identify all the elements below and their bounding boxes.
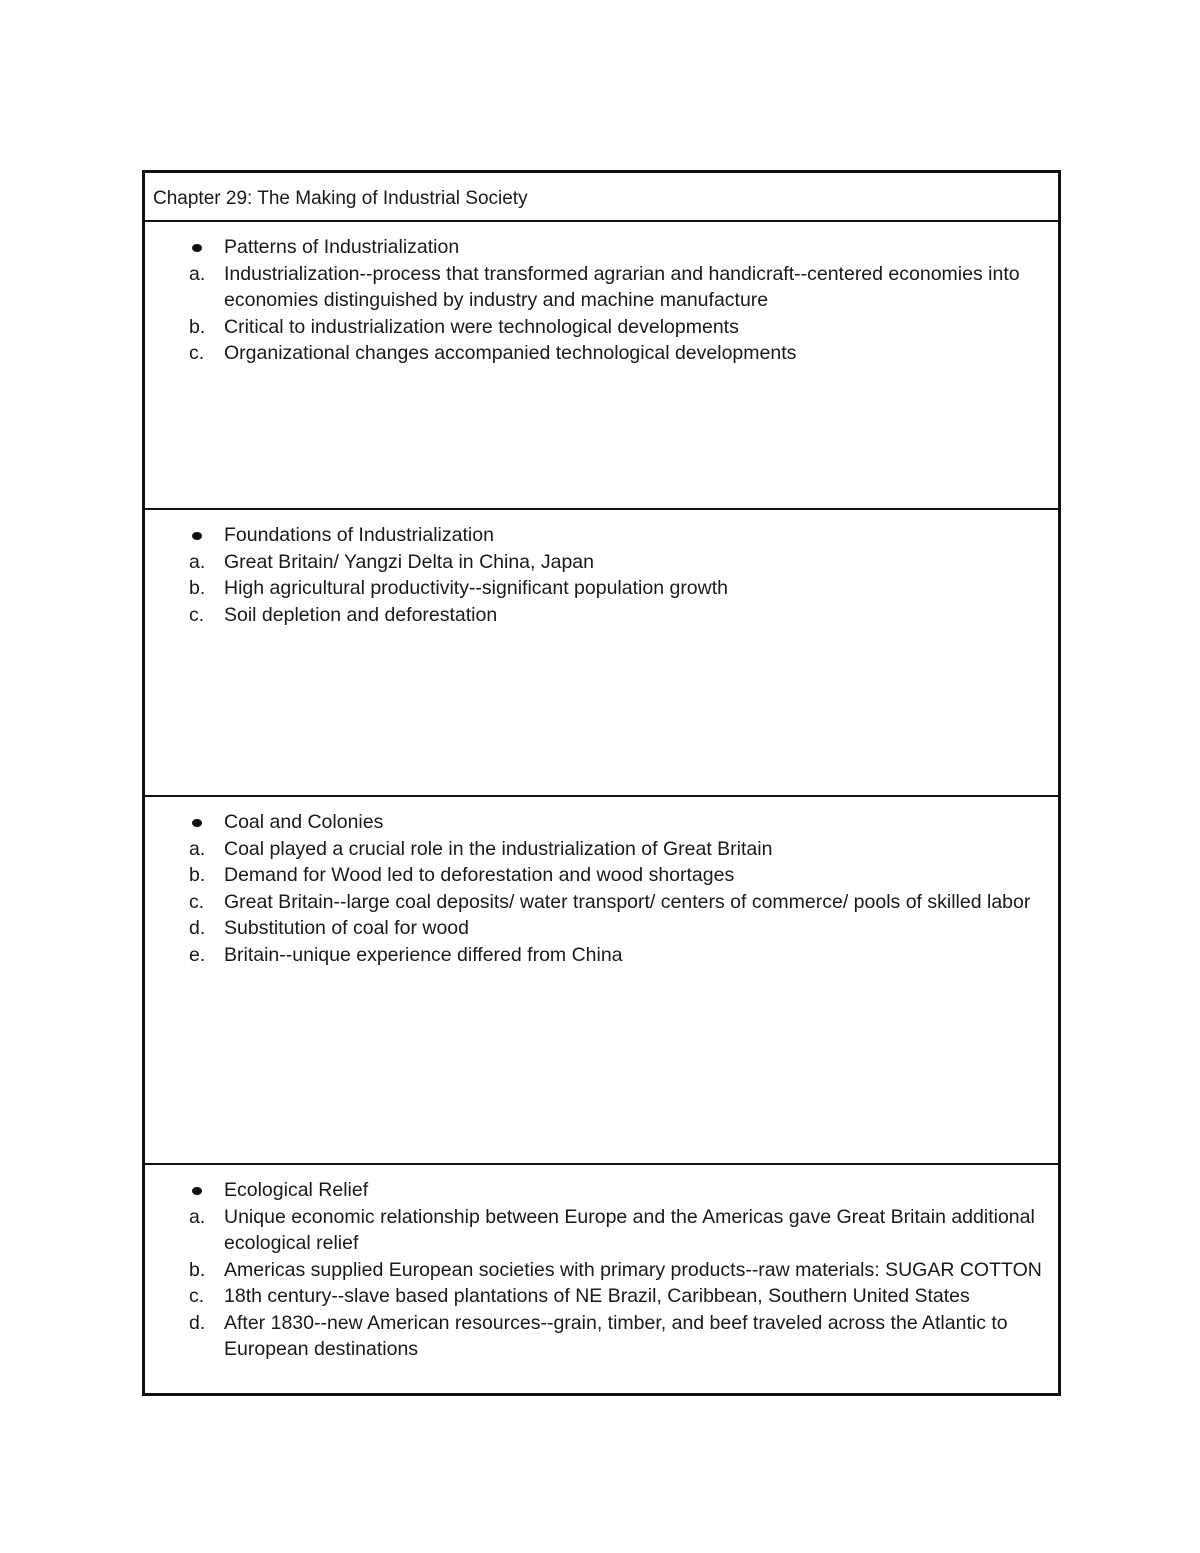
bullet-icon	[192, 244, 202, 252]
list-marker: c.	[189, 603, 205, 626]
list-item	[153, 915, 1050, 942]
list-item-text: High agricultural productivity--significant population growth	[224, 577, 729, 599]
bullet-icon	[192, 1187, 202, 1195]
section-heading: Coal and Colonies	[224, 811, 384, 833]
section-heading: Patterns of Industrialization	[224, 236, 460, 258]
list-item-text: Great Britain--large coal deposits/ water transport/ centers of commerce/ pools of skilled labor	[224, 890, 1031, 913]
list-item-text: Britain--unique experience differed from China	[224, 943, 623, 966]
bullet-icon	[192, 532, 202, 540]
list-item	[153, 889, 1050, 916]
section-ecological-relief	[145, 1163, 1058, 1393]
section-heading-row	[153, 1177, 1050, 1204]
list-item	[153, 602, 1050, 629]
list-marker: b.	[189, 577, 206, 599]
list-item-text: Americas supplied European societies with primary products--raw materials: SUGAR COTTON	[224, 1258, 1042, 1281]
list-item	[153, 340, 1050, 367]
list-marker: e.	[189, 943, 206, 966]
section-heading: Ecological Relief	[224, 1179, 369, 1201]
list-marker: a.	[189, 550, 206, 573]
list-item-text: Great Britain/ Yangzi Delta in China, Japan	[224, 550, 594, 573]
section-heading: Foundations of Industrialization	[224, 524, 494, 546]
list-marker: a.	[189, 262, 206, 285]
list-marker: c.	[189, 890, 205, 913]
list-item-text: Substitution of coal for wood	[224, 917, 469, 939]
list-item	[153, 836, 1050, 863]
list-item	[153, 575, 1050, 602]
list-item-text: Soil depletion and deforestation	[224, 603, 498, 626]
section-heading-row	[153, 234, 1050, 261]
section-heading-row	[153, 809, 1050, 836]
list-item-text: Unique economic relationship between Europe and the Americas gave Great Britain additional ecological relief	[224, 1205, 1035, 1254]
section-foundations	[145, 508, 1058, 795]
list-item	[153, 1257, 1050, 1284]
list-item-text: After 1830--new American resources--grain, timber, and beef traveled across the Atlantic to European destinations	[224, 1311, 1008, 1360]
list-item-text: 18th century--slave based plantations of NE Brazil, Caribbean, Southern United States	[224, 1285, 970, 1307]
list-item	[153, 549, 1050, 576]
list-item-text: Organizational changes accompanied technological developments	[224, 342, 797, 364]
bullet-icon	[192, 819, 202, 827]
list-marker: b.	[189, 1258, 206, 1281]
list-item	[153, 1204, 1050, 1257]
list-marker: b.	[189, 315, 206, 338]
list-item-text: Industrialization--process that transformed agrarian and handicraft--centered economies into economies distinguished by industry and machine manufacture	[224, 262, 1020, 311]
section-patterns	[145, 220, 1058, 508]
list-item-text: Coal played a crucial role in the industrialization of Great Britain	[224, 837, 773, 860]
list-item	[153, 261, 1050, 314]
list-marker: c.	[189, 342, 205, 364]
title-cell	[145, 173, 1058, 220]
list-marker: d.	[189, 917, 206, 939]
list-marker: c.	[189, 1285, 205, 1307]
list-item	[153, 942, 1050, 969]
notes-table	[142, 170, 1061, 1396]
list-marker: a.	[189, 837, 206, 860]
list-item	[153, 1310, 1050, 1363]
list-marker: b.	[189, 864, 206, 886]
list-item-text: Critical to industrialization were technological developments	[224, 315, 739, 338]
list-item	[153, 314, 1050, 341]
list-marker: d.	[189, 1311, 206, 1334]
list-marker: a.	[189, 1205, 206, 1228]
document-title: Chapter 29: The Making of Industrial Society	[153, 188, 528, 209]
section-coal-colonies	[145, 795, 1058, 1163]
list-item	[153, 1283, 1050, 1310]
list-item-text: Demand for Wood led to deforestation and wood shortages	[224, 864, 735, 886]
list-item	[153, 862, 1050, 889]
section-heading-row	[153, 522, 1050, 549]
